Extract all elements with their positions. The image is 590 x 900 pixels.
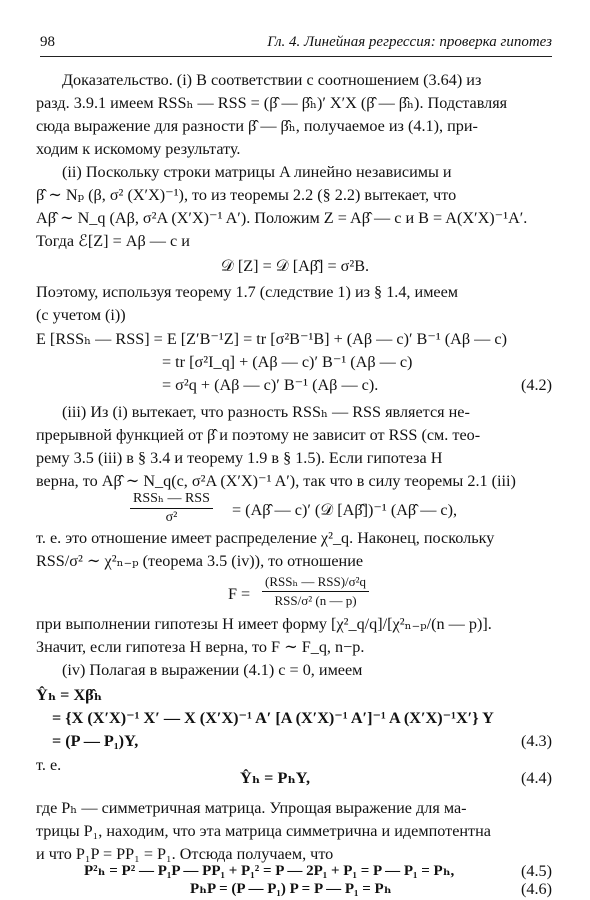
text-line: при выполнении гипотезы H имеет форму [χ²_q/q]/[χ²ₙ₋ₚ/(n — p)]. — [36, 615, 492, 633]
text-line: т. е. это отношение имеет распределение χ²_q. Наконец, поскольку — [36, 529, 495, 547]
text-line: рему 3.5 (iii) в § 3.4 и теорему 1.9 в § 1.5). Если гипотеза H — [36, 449, 443, 467]
fraction-f-statistic — [262, 574, 369, 609]
equation-line: E [RSSₕ — RSS] = E [Z′B⁻¹Z] = tr [σ²B⁻¹B] + (Aβ — c)′ B⁻¹ (Aβ — c) — [36, 330, 507, 348]
text-line: сюда выражение для разности β̂ — β̂ₕ, получаемое из (4.1), при- — [36, 117, 478, 135]
text-line: где Pₕ — симметричная матрица. Упрощая выражение для ма- — [36, 799, 467, 817]
fraction-numerator: RSSₕ — RSS — [130, 490, 213, 509]
equation-line: = {X (X′X)⁻¹ X′ — X (X′X)⁻¹ A′ [A (X′X)⁻¹ A′]⁻¹ A (X′X)⁻¹X′} Y — [52, 709, 494, 727]
text-line: и что P₁P = PP₁ = P₁. Отсюда получаем, что — [36, 845, 334, 863]
text-line: Поэтому, используя теорему 1.7 (следствие 1) из § 1.4, имеем — [36, 283, 459, 301]
fraction-rss-over-sigma — [130, 490, 213, 526]
text-line: β̂ ∼ Nₚ (β, σ² (X′X)⁻¹), то из теоремы 2.2 (§ 2.2) вытекает, что — [36, 186, 457, 204]
page-number: 98 — [40, 34, 55, 50]
fraction-denominator: RSS/σ² (n — p) — [274, 593, 357, 608]
equation-number: (4.2) — [520, 376, 552, 394]
display-equation: Ŷₕ = PₕY, — [240, 769, 311, 787]
equation-line: = σ²q + (Aβ — c)′ B⁻¹ (Aβ — c). — [162, 376, 379, 394]
fraction-numerator: (RSSₕ — RSS)/σ²q — [262, 574, 369, 592]
text-line: прерывной функцией от β̂ и поэтому не зависит от RSS (см. тео- — [36, 426, 481, 444]
text-line: т. е. — [36, 756, 62, 774]
equation-number: (4.6) — [520, 880, 552, 898]
text-line: Тогда ℰ[Z] = Aβ — c и — [36, 232, 190, 250]
text-line: Доказательство. (i) В соответствии с соотношением (3.64) из — [62, 71, 482, 89]
f-statistic-label: F = — [228, 585, 251, 603]
equation-line: PₕP = (P — P₁) P = P — P₁ = Pₕ — [190, 881, 392, 897]
fraction-denominator: σ² — [165, 510, 178, 525]
text-line: RSS/σ² ∼ χ²ₙ₋ₚ (теорема 3.5 (iv)), то отношение — [36, 552, 364, 570]
text-line: ходим к искомому результату. — [36, 140, 241, 158]
equation-line: = (P — P₁)Y, — [52, 732, 139, 750]
display-equation: 𝒟 [Z] = 𝒟 [Aβ̂] = σ²B. — [220, 257, 370, 275]
running-title: Гл. 4. Линейная регрессия: проверка гипотез — [267, 34, 552, 50]
text-line: (iii) Из (i) вытекает, что разность RSSₕ — RSS является не- — [62, 403, 470, 421]
text-line: разд. 3.9.1 имеем RSSₕ — RSS = (β̂ — β̂ₕ)′ X′X (β̂ — β̂ₕ). Подставляя — [36, 94, 508, 112]
text-line: Значит, если гипотеза H верна, то F ∼ F_q, n−p. — [36, 638, 365, 656]
equation-number: (4.4) — [520, 769, 552, 787]
equation-number: (4.5) — [520, 862, 552, 880]
text-line: трицы P₁, находим, что эта матрица симметрична и идемпотентна — [36, 822, 491, 840]
running-header — [40, 34, 552, 57]
text-line: Aβ̂ ∼ N_q (Aβ, σ²A (X′X)⁻¹ A′). Положим Z = Aβ̂ — c и B = A(X′X)⁻¹A′. — [36, 209, 528, 227]
text-line: (с учетом (i)) — [36, 306, 126, 324]
text-line: (iv) Полагая в выражении (4.1) c = 0, имеем — [62, 661, 363, 679]
text-line: (ii) Поскольку строки матрицы A линейно независимы и — [62, 163, 452, 181]
equation-number: (4.3) — [520, 732, 552, 750]
equation-line: = tr [σ²I_q] + (Aβ — c)′ B⁻¹ (Aβ — c) — [162, 353, 413, 371]
equation-line: P²ₕ = P² — P₁P — PP₁ + P₁² = P — 2P₁ + P₁ = P — P₁ = Pₕ, — [84, 863, 455, 879]
equation-line: Ŷₕ = Xβ̂ₕ — [36, 686, 103, 704]
text-line: верна, то Aβ̂ ∼ N_q(c, σ²A (X′X)⁻¹ A′), так что в силу теоремы 2.1 (iii) — [36, 472, 516, 490]
display-equation: = (Aβ̂ — c)′ (𝒟 [Aβ̂])⁻¹ (Aβ̂ — c), — [232, 501, 458, 519]
